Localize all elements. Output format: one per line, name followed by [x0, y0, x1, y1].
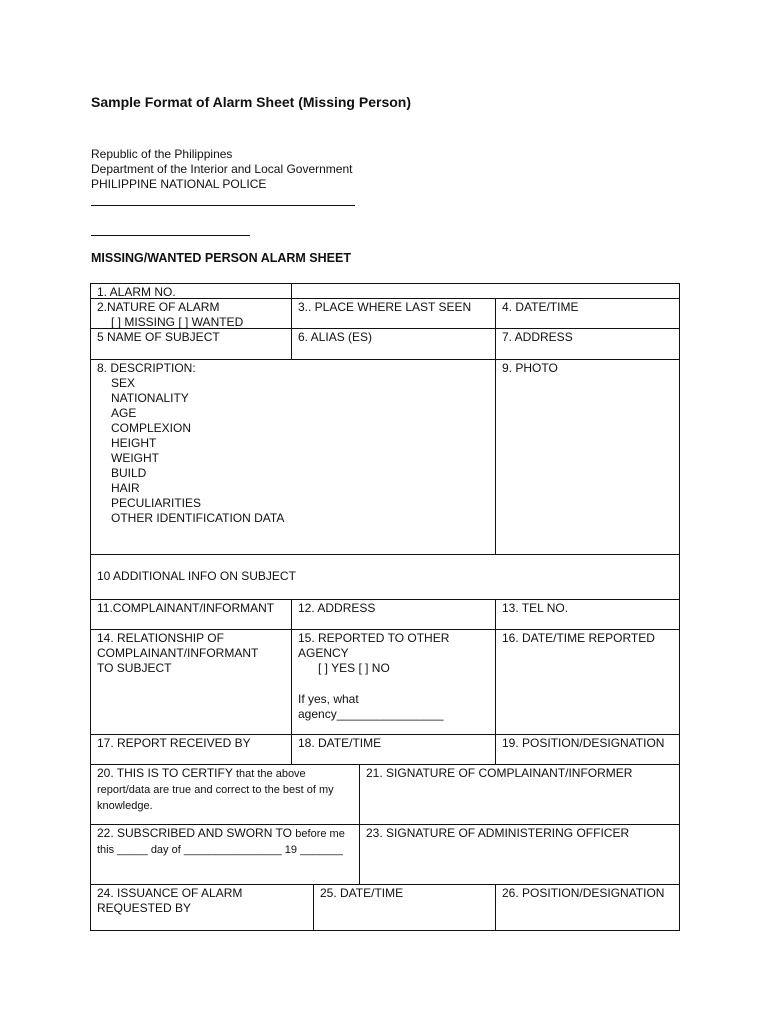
field-position-26[interactable]: [495, 885, 681, 930]
field-signature-officer[interactable]: [359, 825, 681, 884]
relationship-line-1: 14. RELATIONSHIP OF: [97, 631, 224, 645]
field-alarm-no-value[interactable]: [291, 284, 681, 298]
certify-label: 20. THIS IS TO CERTIFY: [97, 766, 233, 780]
field-position-19[interactable]: [495, 735, 681, 764]
date-time-4-label: 4. DATE/TIME: [502, 300, 579, 314]
header-line-pnp: PHILIPPINE NATIONAL POLICE: [91, 177, 267, 191]
signature-officer-label: 23. SIGNATURE OF ADMINISTERING OFFICER: [366, 826, 630, 840]
photo-label: 9. PHOTO: [502, 361, 558, 375]
description-item-complexion: COMPLEXION: [111, 421, 192, 435]
report-received-by-label: 17. REPORT RECEIVED BY: [97, 736, 251, 750]
form-row-3: [90, 329, 680, 360]
field-relationship[interactable]: [91, 630, 291, 734]
date-time-reported-label: 16. DATE/TIME REPORTED: [502, 631, 655, 645]
description-label: 8. DESCRIPTION:: [97, 361, 196, 375]
field-signature-complainant[interactable]: [359, 765, 681, 824]
alarm-no-label: 1. ALARM NO.: [97, 285, 176, 299]
header-line-dilg: Department of the Interior and Local Government: [91, 162, 353, 176]
field-certification[interactable]: [91, 765, 359, 824]
field-date-time-reported[interactable]: [495, 630, 681, 734]
field-nature-of-alarm[interactable]: [91, 299, 291, 328]
document-title: Sample Format of Alarm Sheet (Missing Person): [91, 94, 411, 110]
description-item-other-id: OTHER IDENTIFICATION DATA: [111, 511, 285, 525]
signature-complainant-label: 21. SIGNATURE OF COMPLAINANT/INFORMER: [366, 766, 633, 780]
form-row-7: [90, 630, 680, 735]
description-item-sex: SEX: [111, 376, 136, 390]
field-date-time-18[interactable]: [291, 735, 495, 764]
nature-options[interactable]: [ ] MISSING [ ] WANTED: [111, 315, 244, 329]
form-row-4: [90, 360, 680, 555]
description-item-age: AGE: [111, 406, 137, 420]
alias-label: 6. ALIAS (ES): [298, 330, 373, 344]
address-7-label: 7. ADDRESS: [502, 330, 573, 344]
description-item-height: HEIGHT: [111, 436, 157, 450]
date-time-18-label: 18. DATE/TIME: [298, 736, 382, 750]
field-name-of-subject[interactable]: [91, 329, 291, 359]
sheet-title: MISSING/WANTED PERSON ALARM SHEET: [91, 251, 351, 265]
position-19-label: 19. POSITION/DESIGNATION: [502, 736, 665, 750]
field-alias[interactable]: [291, 329, 495, 359]
field-date-time-4[interactable]: [495, 299, 681, 328]
header-line-republic: Republic of the Philippines: [91, 147, 233, 161]
name-of-subject-label: 5 NAME OF SUBJECT: [97, 330, 220, 344]
yes-no-options[interactable]: [ ] YES [ ] NO: [318, 661, 390, 675]
form-row-11: [90, 885, 680, 931]
field-complainant[interactable]: [91, 600, 291, 629]
field-alarm-no[interactable]: [91, 284, 291, 298]
field-report-received-by[interactable]: [91, 735, 291, 764]
additional-info-label: 10 ADDITIONAL INFO ON SUBJECT: [97, 569, 296, 583]
issuance-line-2: REQUESTED BY: [97, 901, 192, 915]
address-12-label: 12. ADDRESS: [298, 601, 376, 615]
field-address-7[interactable]: [495, 329, 681, 359]
if-yes-line-1: If yes, what: [298, 692, 359, 706]
relationship-line-3: TO SUBJECT: [97, 661, 172, 675]
subscribed-label: 22. SUBSCRIBED AND SWORN TO: [97, 826, 292, 840]
field-subscribed-sworn[interactable]: [91, 825, 359, 884]
issuance-line-1: 24. ISSUANCE OF ALARM: [97, 886, 243, 900]
description-item-hair: HAIR: [111, 481, 140, 495]
description-item-weight: WEIGHT: [111, 451, 159, 465]
header-rule-long: [91, 205, 355, 206]
form-row-10: [90, 825, 680, 885]
field-description[interactable]: [91, 360, 495, 554]
date-time-25-label: 25. DATE/TIME: [320, 886, 404, 900]
field-photo[interactable]: [495, 360, 681, 554]
field-reported-other-agency[interactable]: [291, 630, 495, 734]
tel-no-label: 13. TEL NO.: [502, 601, 569, 615]
field-date-time-25[interactable]: [313, 885, 495, 930]
field-issuance-requested-by[interactable]: [91, 885, 313, 930]
field-place-last-seen[interactable]: [291, 299, 495, 328]
description-item-build: BUILD: [111, 466, 147, 480]
relationship-line-2: COMPLAINANT/INFORMANT: [97, 646, 259, 660]
form-row-9: [90, 765, 680, 825]
description-item-nationality: NATIONALITY: [111, 391, 189, 405]
form-row-8: [90, 735, 680, 765]
place-last-seen-label: 3.. PLACE WHERE LAST SEEN: [298, 300, 472, 314]
form-row-2: [90, 299, 680, 329]
field-address-12[interactable]: [291, 600, 495, 629]
complainant-label: 11.COMPLAINANT/INFORMANT: [97, 601, 275, 615]
form-row-6: [90, 600, 680, 630]
certify-text: that the above report/data are true and correct to the best of my knowledge.: [97, 768, 334, 812]
reported-other-line-2: AGENCY: [298, 646, 349, 660]
reported-other-line-1: 15. REPORTED TO OTHER: [298, 631, 450, 645]
header-rule-short: [91, 235, 250, 236]
nature-of-alarm-label: 2.NATURE OF ALARM: [97, 300, 220, 314]
field-tel-no[interactable]: [495, 600, 681, 629]
if-yes-line-2[interactable]: agency________________: [298, 707, 444, 721]
description-item-peculiarities: PECULIARITIES: [111, 496, 202, 510]
form-row-1: [90, 283, 680, 299]
subscribed-text: before me this _____ day of ________________ 19 _______: [97, 828, 345, 856]
form-row-5: [90, 555, 680, 600]
field-additional-info[interactable]: [91, 555, 681, 599]
position-26-label: 26. POSITION/DESIGNATION: [502, 886, 665, 900]
